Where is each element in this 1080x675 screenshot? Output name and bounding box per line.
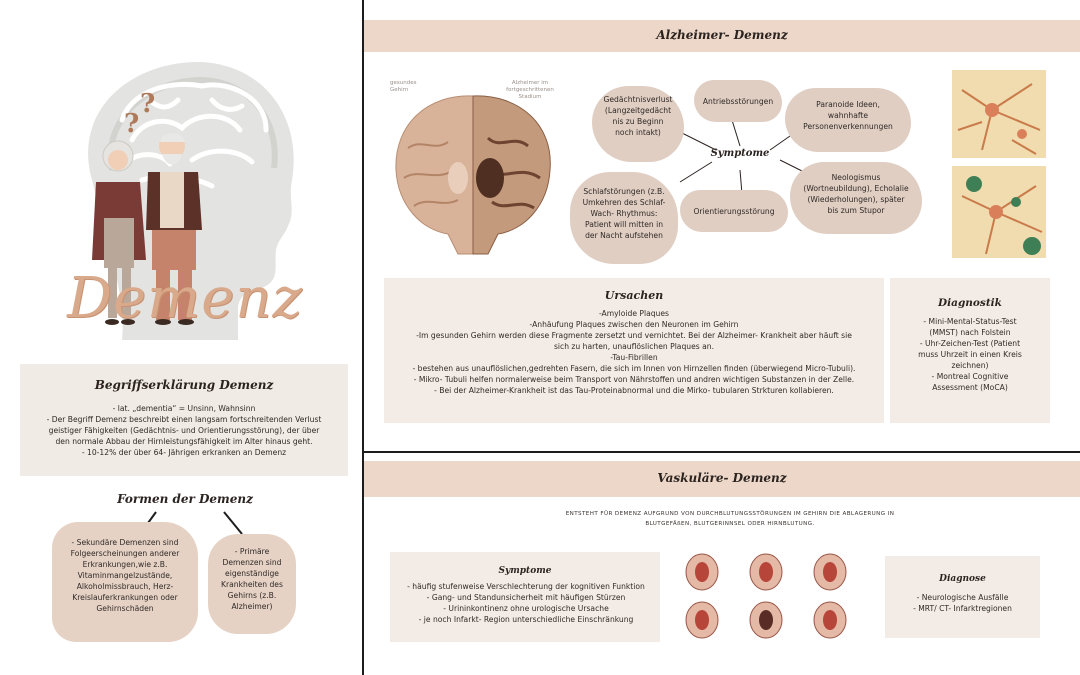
healthy-neuron-image [952,70,1046,158]
ursachen-line: -Tau-Fibrillen [610,353,658,362]
symptome-line: - Gang- und Standunsicherheit mit häufigen Stürzen [426,593,626,602]
definition-line: geistiger Fähigkeiten (Gedächtnis- und Orientierungsstörung), der über [48,426,320,435]
symptom-line: Antriebsstörungen [702,97,774,106]
diagnostik-line: Assessment (MoCA) [932,383,1008,392]
ursachen-line: sich zu harten, unauflöslichen Plaques an. [553,342,715,351]
symptom-line: der Nacht aufstehen [585,231,663,240]
sekundaer-line: Folgeerscheinungen anderer [70,549,180,558]
ursachen-line: -Im gesunden Gehirn werden diese Fragmente zersetzt und vernichtet. Bei der Alzheimer- Krankheit aber häuft sie [416,331,852,340]
symptom-line: nis zu Beginn [612,117,664,126]
horizontal-divider [364,451,1080,453]
intro-line: BLUTGEFÄßEN, BLUTGERINNSEL ODER HIRNBLUTUNG. [645,521,815,527]
label-line: fortgeschrittenen [506,87,554,93]
diagnostik-title: Diagnostik [938,297,1002,309]
definition-line: - lat. „dementia“ = Unsinn, Wahnsinn [112,404,256,413]
vertical-divider [362,0,364,675]
symptome-center-label: Symptome [710,148,770,159]
symptom-orientierung [682,206,786,217]
ursachen-line: -Amyloide Plaques [598,309,670,318]
label-line: Alzheimer im [511,80,549,86]
symptom-neologismus [792,172,920,216]
primaer-line: Krankheiten des [221,580,283,589]
primaer-line: Demenzen sind [222,558,282,567]
vaskulaer-diagnose-text [890,592,1035,614]
diagnostik-line: - Mini-Mental-Status-Test [923,317,1017,326]
symptom-line: (Wortneubildung), Echolalie [803,184,909,193]
brain-comparison-image [388,78,558,258]
symptom-line: Schlafstörungen (z.B. [583,187,665,196]
symptome-line: - häufig stufenweise Verschlechterung der kognitiven Funktion [407,582,645,591]
ursachen-line: - Mikro- Tubuli helfen normalerweise beim Transport von Nährstoffen und andren wichtigen Substanzen in der Zelle. [413,375,855,384]
symptom-line: Orientierungsstörung [693,207,775,216]
symptom-line: Wach- Rhythmus: [590,209,658,218]
definition-text [30,403,338,458]
symptom-line: (Langzeitgedächt [604,106,672,115]
main-title: Demenz [67,266,303,331]
definition-line: - Der Begriff Demenz beschreibt einen langsam fortschreitenden Verlust [46,415,322,424]
symptom-line: noch intakt) [615,128,661,137]
label-line: gesundes [390,80,417,86]
diagnostik-line: muss Uhrzeit in einen Kreis [918,350,1022,359]
vaskulaer-diagnose-title: Diagnose [939,574,986,584]
vaskulaer-symptome-title: Symptome [498,566,552,576]
diagnose-line: - Neurologische Ausfälle [916,593,1009,602]
symptom-line: (Wiederholungen), später [807,195,905,204]
symptom-line: Gedächtnisverlust [603,95,673,104]
primaer-line: eigenständige [225,569,279,578]
sekundaer-line: Kreislauferkrankungen oder [72,593,178,602]
symptom-antrieb [696,96,780,107]
sekundaer-line: Vitaminmangelzustände, [77,571,173,580]
ursachen-line: - Bei der Alzheimer-Krankheit ist das Tau-Proteinabnormal und die Mirko- tubularen Strkturen kollabieren. [434,386,834,395]
symptom-gedaechtnis [594,94,682,138]
sekundaer-line: - Sekundäre Demenzen sind [71,538,179,547]
symptom-line: Umkehren des Schlaf- [582,198,666,207]
ursachen-line: -Anhäufung Plaques zwischen den Neuronen im Gehirn [529,320,739,329]
symptom-line: Neologismus [831,173,881,182]
vaskulaer-symptome-text [396,581,656,625]
formen-title: Formen der Demenz [117,492,253,506]
symptom-line: bis zum Stupor [827,206,885,215]
svg-text:?: ? [124,109,140,139]
symptom-schlaf [572,186,676,241]
diagnose-line: - MRT/ CT- Infarktregionen [913,604,1012,613]
vaskulaer-title: Vaskuläre- Demenz [657,471,787,485]
symptom-line: Personenverkennungen [803,122,893,131]
definition-line: den normale Abbau der Hirnleistungsfähigkeit im Alter hinaus geht. [55,437,313,446]
symptome-line: - Urininkontinenz ohne urologische Ursache [443,604,609,613]
intro-line: ENTSTEHT FÜR DEMENZ AUFGRUND VON DURCHBLUTUNGSSTÖRUNGEN IM GEHIRN DIE ABLAGERUNG IN [565,511,895,517]
ursachen-line: - bestehen aus unauflöslichen,gedrehten Fasern, die sich im Innen von Hirnzellen finden (überwiegend Micro-Tubuli). [412,364,856,373]
primaer-line: Alzheimer) [231,602,273,611]
primaer-line: Gehirns (z.B. [227,591,277,600]
sekundaer-line: Erkrankungen,wie z.B. [82,560,168,569]
alzheimer-neuron-image [952,166,1046,258]
ursachen-text [388,308,880,396]
diagnostik-line: - Uhr-Zeichen-Test (Patient [919,339,1021,348]
vaskulaer-intro [560,509,900,529]
symptome-line: - je noch Infarkt- Region unterschiedliche Einschränkung [418,615,634,624]
definition-line: - 10-12% der über 64- Jährigen erkranken an Demenz [81,448,287,457]
primaer-text [212,546,292,612]
sekundaer-line: Gehirnschäden [96,604,154,613]
diagnostik-text [896,316,1044,393]
alzheimer-title: Alzheimer- Demenz [656,28,788,42]
ursachen-title: Ursachen [604,289,664,302]
symptom-paranoide [787,99,909,132]
sekundaer-text [56,537,194,614]
diagnostik-line: (MMST) nach Folstein [929,328,1011,337]
label-line: Stadium [518,94,542,100]
symptom-line: Patient will mitten in [584,220,664,229]
diagnostik-line: - Montreal Cognitive [931,372,1009,381]
sekundaer-line: Alkoholmissbrauch, Herz- [76,582,174,591]
symptom-line: wahnhafte [827,111,869,120]
primaer-line: - Primäre [234,547,270,556]
definition-title: Begriffserklärung Demenz [94,378,274,392]
label-line: Gehirn [390,87,409,93]
symptom-line: Paranoide Ideen, [816,100,880,109]
svg-text:?: ? [140,89,156,119]
brain-scan-grid-image [680,548,870,646]
diagnostik-line: zeichnen) [951,361,989,370]
